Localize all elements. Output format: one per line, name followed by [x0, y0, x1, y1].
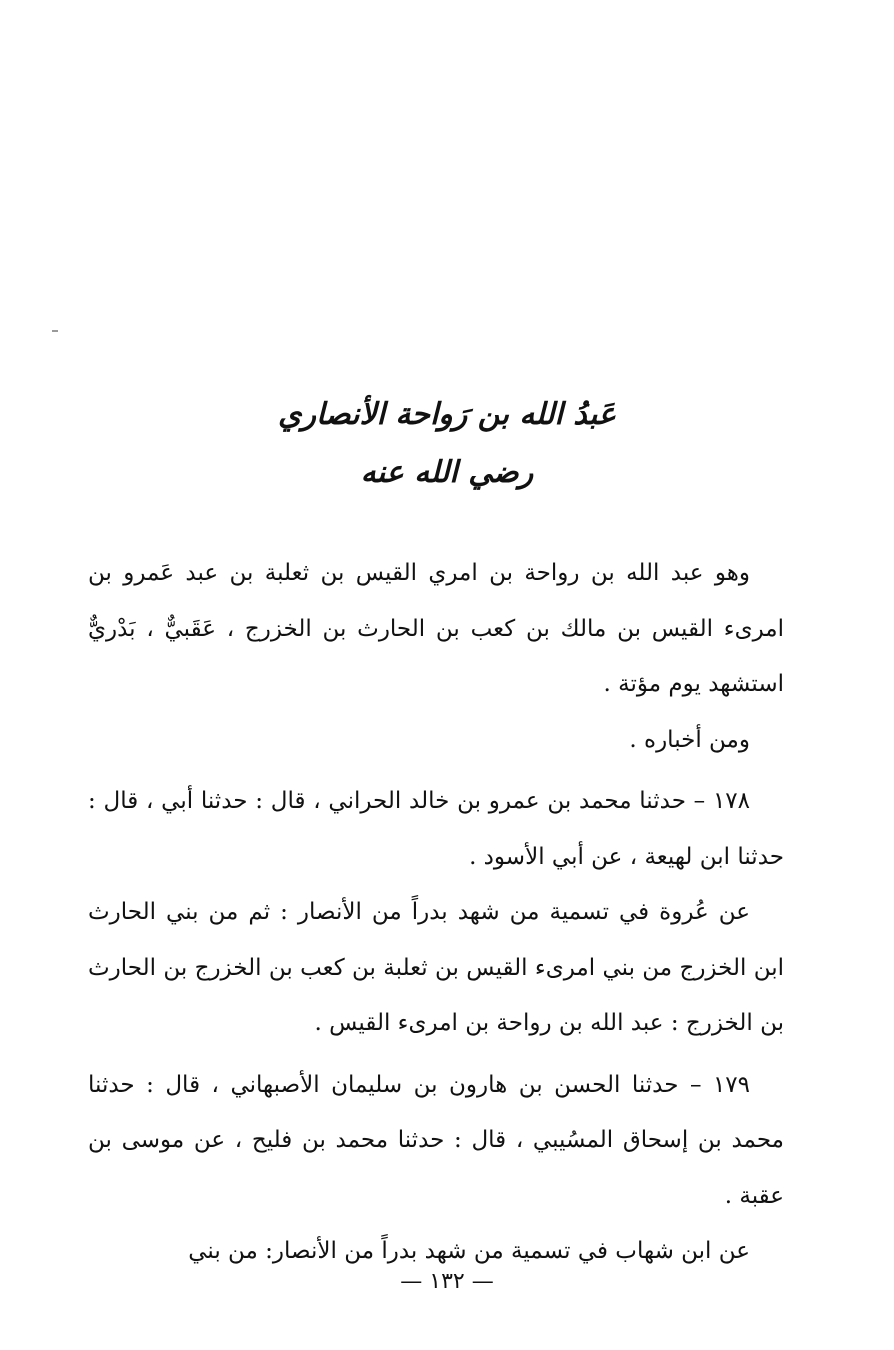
- body-text: [88, 546, 784, 1280]
- paragraph-urwa-report: عن عُروة في تسمية من شهد بدراً من الأنصار : ثم من بني الحارث ابن الخزرج من بني امرىء القيس بن ثعلبة بن كعب بن الخزرج بن الحارث بن الخزرج : عبد الله بن رواحة بن امرىء القيس .: [88, 899, 784, 1036]
- paragraph-ibn-shihab-report: عن ابن شهاب في تسمية من شهد بدراً من الأنصار: من بني: [188, 1238, 750, 1264]
- page-number: — ١٣٢ —: [400, 1269, 494, 1294]
- paragraph-hadith-179: ١٧٩ – حدثنا الحسن بن هارون بن سليمان الأصبهاني ، قال : حدثنا محمد بن إسحاق المسُيبي ، قال : حدثنا محمد بن فليح ، عن موسى بن عقبة .: [88, 1071, 784, 1209]
- chapter-heading: [0, 386, 894, 502]
- paragraph-intro-akhbar: ومن أخباره .: [629, 726, 750, 753]
- paragraph-biography: وهو عبد الله بن رواحة بن امري القيس بن ثعلبة بن عبد عَمرو بن امرىء القيس بن مالك بن كعب بن الحارث بن الخزرج ، عَقَبيٌّ ، بَدْريٌّ استشهد يوم مؤتة .: [88, 560, 784, 697]
- chapter-title: عَبدُ الله بن رَواحة الأنصاري: [277, 397, 616, 432]
- paragraph-hadith-178: ١٧٨ – حدثنا محمد بن عمرو بن خالد الحراني ، قال : حدثنا أبي ، قال : حدثنا ابن لهيعة ، عن أبي الأسود .: [88, 788, 784, 870]
- chapter-subtitle: رضي الله عنه: [360, 455, 534, 490]
- scan-speck: [52, 330, 58, 332]
